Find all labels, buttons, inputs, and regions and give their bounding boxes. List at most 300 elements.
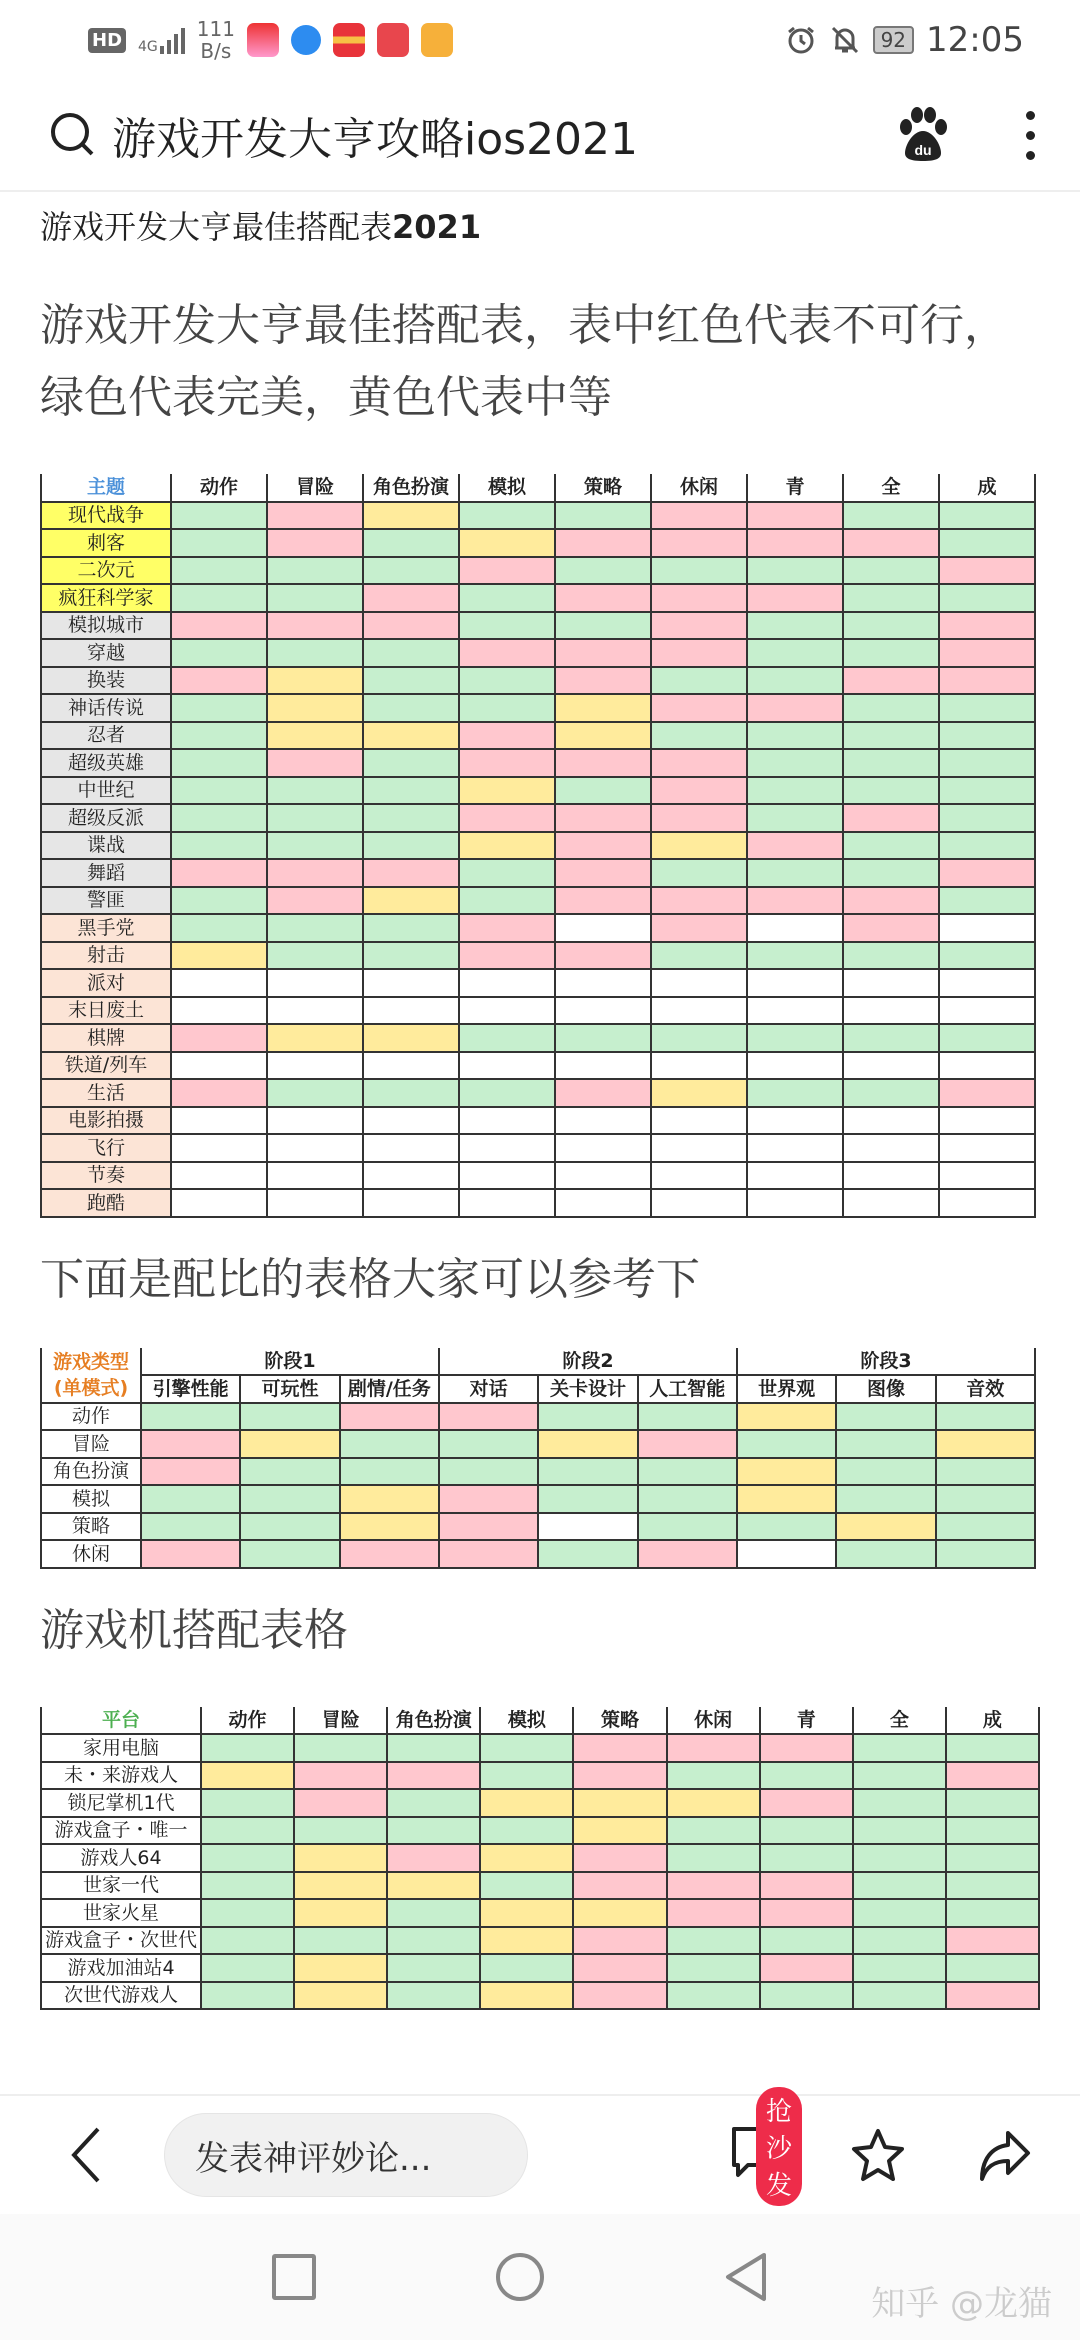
rating-cell <box>747 749 843 777</box>
rating-cell <box>555 667 651 695</box>
rating-cell <box>171 667 267 695</box>
rating-cell <box>836 1485 935 1513</box>
rating-cell <box>480 1789 573 1817</box>
stage-table-image <box>40 1348 1040 1569</box>
table-row <box>41 584 1035 612</box>
rating-cell <box>555 887 651 915</box>
mute-icon <box>829 24 861 56</box>
rating-cell <box>387 1789 480 1817</box>
rating-cell <box>651 914 747 942</box>
rating-cell <box>459 887 555 915</box>
rating-cell <box>171 502 267 530</box>
rating-cell <box>459 1079 555 1107</box>
rating-cell <box>267 722 363 750</box>
row-label: 黑手党 <box>41 914 171 942</box>
rating-cell <box>555 722 651 750</box>
rating-cell <box>171 722 267 750</box>
row-label: 二次元 <box>41 557 171 585</box>
rating-cell <box>555 1052 651 1080</box>
rating-cell <box>737 1540 836 1568</box>
rating-cell <box>480 1817 573 1845</box>
rating-cell <box>667 1789 760 1817</box>
cup-icon <box>421 23 453 57</box>
table-row <box>41 1540 1035 1568</box>
row-label: 游戏人64 <box>41 1844 201 1872</box>
star-icon[interactable] <box>850 2127 906 2183</box>
row-label: 未・来游戏人 <box>41 1762 201 1790</box>
rating-cell <box>843 1189 939 1217</box>
rating-cell <box>171 557 267 585</box>
rating-cell <box>294 1927 387 1955</box>
rating-cell <box>936 1458 1035 1486</box>
rating-cell <box>747 502 843 530</box>
rating-cell <box>843 804 939 832</box>
rating-cell <box>946 1817 1039 1845</box>
table-row <box>41 859 1035 887</box>
rating-cell <box>843 1162 939 1190</box>
rating-cell <box>747 584 843 612</box>
rating-cell <box>651 1079 747 1107</box>
rating-cell <box>939 804 1035 832</box>
rating-cell <box>747 1107 843 1135</box>
table-row <box>41 832 1035 860</box>
rating-cell <box>267 1134 363 1162</box>
corner-header: 游戏类型 (单模式) <box>41 1348 141 1403</box>
rating-cell <box>737 1513 836 1541</box>
rating-cell <box>843 639 939 667</box>
rating-cell <box>363 1079 459 1107</box>
rating-cell <box>651 639 747 667</box>
rating-cell <box>363 887 459 915</box>
rating-cell <box>936 1403 1035 1431</box>
rating-cell <box>201 1789 294 1817</box>
huawei-store-icon <box>377 23 409 57</box>
rating-cell <box>294 1982 387 2010</box>
table-row <box>41 529 1035 557</box>
rating-cell <box>939 612 1035 640</box>
rating-cell <box>267 502 363 530</box>
rating-cell <box>843 667 939 695</box>
home-button[interactable] <box>496 2253 544 2301</box>
rating-cell <box>459 777 555 805</box>
row-label: 世家一代 <box>41 1872 201 1900</box>
rating-cell <box>555 1134 651 1162</box>
rating-cell <box>201 1982 294 2010</box>
rating-cell <box>459 1052 555 1080</box>
row-label: 超级反派 <box>41 804 171 832</box>
row-label: 刺客 <box>41 529 171 557</box>
rating-cell <box>760 1954 853 1982</box>
rating-cell <box>267 777 363 805</box>
rating-cell <box>459 749 555 777</box>
rating-cell <box>853 1954 946 1982</box>
table-row <box>41 942 1035 970</box>
rating-cell <box>171 529 267 557</box>
rating-cell <box>760 1844 853 1872</box>
row-label: 模拟城市 <box>41 612 171 640</box>
rating-cell <box>294 1899 387 1927</box>
rating-cell <box>480 1844 573 1872</box>
rating-cell <box>939 584 1035 612</box>
row-label: 动作 <box>41 1403 141 1431</box>
table-row <box>41 1162 1035 1190</box>
rating-cell <box>267 997 363 1025</box>
rating-cell <box>573 1954 666 1982</box>
rating-cell <box>651 1134 747 1162</box>
table-row <box>41 1513 1035 1541</box>
rating-cell <box>651 1189 747 1217</box>
rating-cell <box>747 1162 843 1190</box>
table-row <box>41 557 1035 585</box>
rating-cell <box>555 1107 651 1135</box>
back-icon[interactable] <box>66 2125 106 2185</box>
table-row <box>41 502 1035 530</box>
rating-cell <box>573 1789 666 1817</box>
rating-cell <box>667 1899 760 1927</box>
rating-cell <box>439 1430 538 1458</box>
rating-cell <box>171 997 267 1025</box>
rating-cell <box>651 804 747 832</box>
rating-cell <box>171 1107 267 1135</box>
rating-cell <box>555 502 651 530</box>
rating-cell <box>459 832 555 860</box>
column-header: 引擎性能 <box>141 1375 240 1403</box>
column-header: 动作 <box>201 1707 294 1735</box>
rating-cell <box>939 1189 1035 1217</box>
rating-cell <box>939 887 1035 915</box>
rating-cell <box>555 859 651 887</box>
row-label: 休闲 <box>41 1540 141 1568</box>
rating-cell <box>853 1982 946 2010</box>
rating-cell <box>667 1817 760 1845</box>
rating-cell <box>267 942 363 970</box>
rating-cell <box>747 694 843 722</box>
rating-cell <box>939 777 1035 805</box>
rating-cell <box>843 722 939 750</box>
rating-cell <box>555 529 651 557</box>
rating-cell <box>171 804 267 832</box>
article-intro: 游戏开发大亨最佳搭配表，表中红色代表不可行，绿色代表完美，黄色代表中等 <box>40 300 1008 423</box>
column-header: 青 <box>760 1707 853 1735</box>
rating-cell <box>936 1540 1035 1568</box>
rating-cell <box>747 804 843 832</box>
rating-cell <box>294 1734 387 1762</box>
rating-cell <box>267 694 363 722</box>
table-row <box>41 1844 1039 1872</box>
rating-cell <box>939 859 1035 887</box>
rating-cell <box>939 502 1035 530</box>
rating-cell <box>853 1844 946 1872</box>
rating-cell <box>538 1430 637 1458</box>
row-label: 派对 <box>41 969 171 997</box>
column-header: 角色扮演 <box>387 1707 480 1735</box>
rating-cell <box>363 1162 459 1190</box>
table-row <box>41 1189 1035 1217</box>
rating-cell <box>201 1954 294 1982</box>
rating-cell <box>459 667 555 695</box>
rating-cell <box>480 1734 573 1762</box>
more-menu-icon[interactable] <box>1020 111 1040 160</box>
rating-cell <box>439 1540 538 1568</box>
rating-cell <box>240 1513 339 1541</box>
rating-cell <box>555 749 651 777</box>
table-row <box>41 1079 1035 1107</box>
rating-cell <box>459 1024 555 1052</box>
rating-cell <box>747 777 843 805</box>
row-label: 游戏加油站4 <box>41 1954 201 1982</box>
rating-cell <box>363 612 459 640</box>
rating-cell <box>459 529 555 557</box>
rating-cell <box>363 832 459 860</box>
rating-cell <box>939 997 1035 1025</box>
rating-cell <box>459 859 555 887</box>
rating-cell <box>760 1817 853 1845</box>
table-row <box>41 722 1035 750</box>
rating-cell <box>651 584 747 612</box>
rating-cell <box>651 694 747 722</box>
table-row <box>41 1817 1039 1845</box>
row-label: 换装 <box>41 667 171 695</box>
app-notification-icon <box>247 23 279 57</box>
rating-cell <box>459 942 555 970</box>
table-row <box>41 1134 1035 1162</box>
rating-cell <box>651 1107 747 1135</box>
rating-cell <box>747 997 843 1025</box>
rating-cell <box>760 1734 853 1762</box>
rating-cell <box>171 942 267 970</box>
rating-cell <box>747 914 843 942</box>
rating-cell <box>267 584 363 612</box>
column-header: 成 <box>946 1707 1039 1735</box>
table-row <box>41 1927 1039 1955</box>
recent-apps-button[interactable] <box>272 2254 316 2300</box>
row-label: 射击 <box>41 942 171 970</box>
rating-cell <box>843 1107 939 1135</box>
platform-table-image <box>40 1707 1040 2011</box>
rating-cell <box>538 1540 637 1568</box>
rating-cell <box>843 832 939 860</box>
rating-cell <box>555 832 651 860</box>
column-header: 对话 <box>439 1375 538 1403</box>
rating-cell <box>939 1162 1035 1190</box>
rating-cell <box>843 584 939 612</box>
share-icon[interactable] <box>976 2127 1032 2183</box>
rating-cell <box>946 1954 1039 1982</box>
rating-cell <box>363 969 459 997</box>
rating-cell <box>459 1107 555 1135</box>
rating-cell <box>459 804 555 832</box>
rating-cell <box>267 749 363 777</box>
rating-cell <box>340 1458 439 1486</box>
rating-cell <box>555 1024 651 1052</box>
rating-cell <box>939 1134 1035 1162</box>
rating-cell <box>459 1134 555 1162</box>
rating-cell <box>638 1458 737 1486</box>
table-row <box>41 1024 1035 1052</box>
rating-cell <box>171 969 267 997</box>
theme-genre-table <box>40 474 1036 1218</box>
row-label: 疯狂科学家 <box>41 584 171 612</box>
table-row <box>41 1107 1035 1135</box>
rating-cell <box>363 1189 459 1217</box>
rating-cell <box>363 777 459 805</box>
rating-cell <box>340 1540 439 1568</box>
rating-cell <box>267 859 363 887</box>
rating-cell <box>555 1189 651 1217</box>
article-subtitle: 游戏开发大亨最佳搭配表2021 <box>40 208 482 246</box>
rating-cell <box>760 1872 853 1900</box>
rating-cell <box>939 1107 1035 1135</box>
table-row <box>41 1872 1039 1900</box>
comment-button[interactable] <box>728 2097 793 2201</box>
row-label: 现代战争 <box>41 502 171 530</box>
rating-cell <box>853 1872 946 1900</box>
clock: 12:05 <box>926 20 1024 60</box>
rating-cell <box>667 1734 760 1762</box>
rating-cell <box>651 749 747 777</box>
rating-cell <box>573 1982 666 2010</box>
rating-cell <box>480 1872 573 1900</box>
column-header: 冒险 <box>267 474 363 502</box>
rating-cell <box>843 887 939 915</box>
rating-cell <box>171 1052 267 1080</box>
rating-cell <box>747 1052 843 1080</box>
rating-cell <box>853 1789 946 1817</box>
rating-cell <box>480 1982 573 2010</box>
rating-cell <box>439 1513 538 1541</box>
network-speed: 111 B/s <box>196 17 235 63</box>
search-bar[interactable] <box>0 80 1080 192</box>
rating-cell <box>171 1189 267 1217</box>
column-header: 模拟 <box>480 1707 573 1735</box>
rating-cell <box>747 1024 843 1052</box>
baidu-paw-icon[interactable] <box>896 107 950 163</box>
rating-cell <box>843 969 939 997</box>
table-row <box>41 1052 1035 1080</box>
rating-cell <box>141 1458 240 1486</box>
rating-cell <box>939 557 1035 585</box>
rating-cell <box>946 1899 1039 1927</box>
rating-cell <box>667 1872 760 1900</box>
rating-cell <box>836 1513 935 1541</box>
rating-cell <box>439 1403 538 1431</box>
rating-cell <box>843 749 939 777</box>
rating-cell <box>760 1899 853 1927</box>
comment-input[interactable]: 发表神评妙论... <box>164 2113 528 2197</box>
rating-cell <box>267 612 363 640</box>
column-header: 成 <box>939 474 1035 502</box>
rating-cell <box>141 1430 240 1458</box>
row-label: 节奏 <box>41 1162 171 1190</box>
row-label: 次世代游戏人 <box>41 1982 201 2010</box>
sofa-badge: 抢沙发 <box>756 2087 802 2206</box>
rating-cell <box>843 997 939 1025</box>
rating-cell <box>747 667 843 695</box>
rating-cell <box>667 1844 760 1872</box>
rating-cell <box>459 694 555 722</box>
rating-cell <box>939 969 1035 997</box>
rating-cell <box>363 914 459 942</box>
rating-cell <box>737 1430 836 1458</box>
system-back-button[interactable] <box>724 2251 768 2303</box>
rating-cell <box>843 1024 939 1052</box>
rating-cell <box>853 1927 946 1955</box>
rating-cell <box>939 1024 1035 1052</box>
rating-cell <box>843 694 939 722</box>
rating-cell <box>555 914 651 942</box>
rating-cell <box>853 1899 946 1927</box>
rating-cell <box>171 612 267 640</box>
bottom-action-bar <box>0 2094 1080 2214</box>
row-label: 跑酷 <box>41 1189 171 1217</box>
table-row <box>41 1789 1039 1817</box>
rating-cell <box>363 804 459 832</box>
rating-cell <box>638 1513 737 1541</box>
rating-cell <box>267 1052 363 1080</box>
row-label: 家用电脑 <box>41 1734 201 1762</box>
stage-header: 阶段2 <box>439 1348 737 1376</box>
column-header: 关卡设计 <box>538 1375 637 1403</box>
search-icon[interactable] <box>48 110 98 160</box>
rating-cell <box>480 1899 573 1927</box>
rating-cell <box>843 529 939 557</box>
rating-cell <box>480 1954 573 1982</box>
rating-cell <box>836 1430 935 1458</box>
search-query[interactable]: 游戏开发大亨攻略ios2021 <box>112 114 639 165</box>
stage-header: 阶段1 <box>141 1348 439 1376</box>
table-row <box>41 639 1035 667</box>
rating-cell <box>747 612 843 640</box>
rating-cell <box>843 777 939 805</box>
rating-cell <box>201 1927 294 1955</box>
watermark: 知乎 @龙猫 <box>871 2284 1052 2324</box>
svg-text:du: du <box>914 142 932 158</box>
rating-cell <box>853 1762 946 1790</box>
rating-cell <box>240 1540 339 1568</box>
row-label: 铁道/列车 <box>41 1052 171 1080</box>
row-label: 警匪 <box>41 887 171 915</box>
rating-cell <box>936 1430 1035 1458</box>
row-label: 策略 <box>41 1513 141 1541</box>
rating-cell <box>294 1954 387 1982</box>
rating-cell <box>267 1024 363 1052</box>
rating-cell <box>340 1403 439 1431</box>
rating-cell <box>555 612 651 640</box>
rating-cell <box>747 942 843 970</box>
rating-cell <box>939 639 1035 667</box>
rating-cell <box>363 667 459 695</box>
rating-cell <box>651 859 747 887</box>
rating-cell <box>936 1485 1035 1513</box>
rating-cell <box>573 1734 666 1762</box>
rating-cell <box>459 997 555 1025</box>
rating-cell <box>363 557 459 585</box>
rating-cell <box>936 1513 1035 1541</box>
table-row <box>41 612 1035 640</box>
rating-cell <box>946 1762 1039 1790</box>
rating-cell <box>651 969 747 997</box>
table-row <box>41 1762 1039 1790</box>
hd-icon: HD <box>88 28 126 53</box>
rating-cell <box>760 1927 853 1955</box>
rating-cell <box>651 942 747 970</box>
rating-cell <box>240 1458 339 1486</box>
rating-cell <box>836 1458 935 1486</box>
table-row <box>41 1485 1035 1513</box>
row-label: 世家火星 <box>41 1899 201 1927</box>
rating-cell <box>651 722 747 750</box>
rating-cell <box>538 1485 637 1513</box>
